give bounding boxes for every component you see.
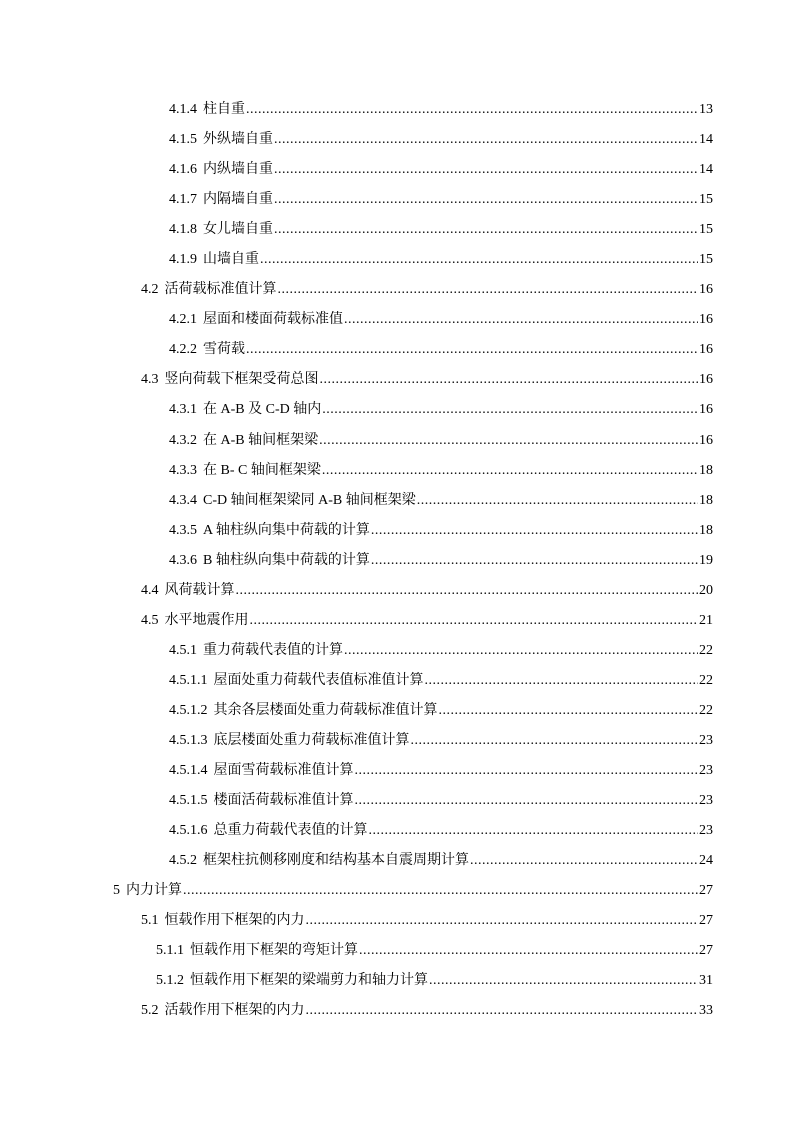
toc-section-title: 屋面雪荷载标准值计算 bbox=[213, 763, 354, 779]
toc-section-title: 在 B- C 轴间框架梁 bbox=[203, 462, 321, 478]
toc-dot-leader bbox=[425, 672, 699, 690]
toc-entry[interactable] bbox=[0, 847, 793, 877]
toc-page-number: 21 bbox=[699, 612, 713, 628]
toc-page-number: 22 bbox=[699, 642, 713, 658]
toc-entry-row bbox=[169, 522, 713, 540]
toc-section-number: 4.5.1.2 bbox=[169, 702, 208, 718]
toc-page-number: 16 bbox=[699, 312, 713, 328]
toc-entry-row bbox=[113, 882, 713, 900]
toc-entry-row bbox=[169, 432, 713, 450]
toc-section-title: 柱自重 bbox=[203, 102, 245, 117]
toc-entry[interactable] bbox=[0, 577, 793, 607]
toc-section-number: 5.1.1 bbox=[156, 943, 184, 959]
toc-dot-leader bbox=[260, 251, 698, 269]
toc-section-title: 内力计算 bbox=[126, 883, 182, 899]
toc-page-number: 23 bbox=[699, 732, 713, 748]
toc-dot-leader bbox=[355, 792, 699, 810]
toc-section-number: 4.3 bbox=[141, 372, 159, 388]
toc-dot-leader bbox=[371, 522, 698, 540]
toc-page-number: 16 bbox=[699, 372, 713, 388]
toc-entry-row bbox=[141, 612, 713, 630]
toc-dot-leader bbox=[274, 191, 698, 209]
toc-page-number: 14 bbox=[699, 162, 713, 178]
toc-section-number: 5.1.2 bbox=[156, 973, 184, 989]
toc-page-number: 18 bbox=[699, 492, 713, 508]
toc-section-title: B 轴柱纵向集中荷载的计算 bbox=[203, 552, 370, 568]
toc-entry-row bbox=[169, 191, 713, 209]
toc-section-title: 内纵墙自重 bbox=[203, 162, 273, 178]
toc-section-number: 4.3.3 bbox=[169, 462, 197, 478]
toc-dot-leader bbox=[250, 612, 699, 630]
toc-entry-row bbox=[169, 672, 713, 690]
toc-entry[interactable] bbox=[0, 937, 793, 967]
toc-entry-row bbox=[141, 912, 713, 930]
toc-entry[interactable] bbox=[0, 817, 793, 847]
toc-dot-leader bbox=[369, 822, 699, 840]
toc-entry[interactable] bbox=[0, 607, 793, 637]
toc-page-number: 14 bbox=[699, 132, 713, 148]
toc-entry-row bbox=[169, 462, 713, 480]
toc-section-number: 4.3.2 bbox=[169, 432, 197, 448]
toc-section-title: C-D 轴间框架梁同 A-B 轴间框架梁 bbox=[203, 492, 416, 508]
toc-entry[interactable] bbox=[0, 547, 793, 577]
toc-entry-row bbox=[169, 341, 713, 359]
toc-section-title: 总重力荷载代表值的计算 bbox=[213, 823, 368, 839]
toc-page-number: 16 bbox=[699, 282, 713, 298]
toc-section-title: A 轴柱纵向集中荷载的计算 bbox=[203, 522, 370, 538]
toc-dot-leader bbox=[429, 972, 698, 990]
toc-section-title: 恒载作用下框架的弯矩计算 bbox=[190, 943, 358, 959]
toc-page-number: 23 bbox=[699, 763, 713, 779]
toc-section-number: 4.2.2 bbox=[169, 342, 197, 358]
toc-entry[interactable] bbox=[0, 246, 793, 276]
toc-page-number: 31 bbox=[699, 973, 713, 989]
toc-page-number: 20 bbox=[699, 582, 713, 598]
toc-dot-leader bbox=[274, 161, 698, 179]
toc-section-number: 4.5.1.3 bbox=[169, 732, 208, 748]
toc-entry[interactable] bbox=[0, 306, 793, 336]
toc-entry[interactable] bbox=[0, 967, 793, 997]
toc-entry-row bbox=[169, 492, 713, 510]
toc-section-number: 4.5.1 bbox=[169, 642, 197, 658]
toc-section-title: 恒载作用下框架的内力 bbox=[164, 913, 305, 929]
toc-section-title: 在 A-B 轴间框架梁 bbox=[203, 432, 319, 448]
toc-section-number: 4.5.2 bbox=[169, 853, 197, 869]
toc-entry-row bbox=[169, 401, 713, 419]
toc-entry[interactable] bbox=[0, 877, 793, 907]
toc-page-number: 15 bbox=[699, 252, 713, 268]
toc-section-title: 框架柱抗侧移刚度和结构基本自震周期计算 bbox=[203, 853, 469, 869]
toc-section-number: 4.4 bbox=[141, 582, 159, 598]
toc-dot-leader bbox=[470, 852, 698, 870]
toc-entry-row bbox=[169, 251, 713, 269]
toc-entry[interactable] bbox=[0, 487, 793, 517]
toc-section-title: 雪荷载 bbox=[203, 342, 245, 358]
toc-entry-row bbox=[169, 161, 713, 179]
toc-dot-leader bbox=[274, 131, 698, 149]
toc-page-number: 15 bbox=[699, 222, 713, 238]
toc-page-number: 18 bbox=[699, 522, 713, 538]
toc-entry[interactable] bbox=[0, 727, 793, 757]
toc-entry[interactable] bbox=[0, 757, 793, 787]
toc-section-title: 风荷载计算 bbox=[164, 582, 235, 598]
toc-section-number: 4.3.1 bbox=[169, 402, 197, 418]
toc-entry-row bbox=[156, 972, 713, 990]
toc-section-number: 5 bbox=[113, 883, 120, 899]
toc-section-title: 女儿墙自重 bbox=[203, 222, 273, 238]
toc-dot-leader bbox=[355, 762, 699, 780]
toc-entry-row bbox=[169, 792, 713, 810]
toc-section-title: 活荷载标准值计算 bbox=[164, 282, 277, 298]
toc-dot-leader bbox=[344, 642, 698, 660]
toc-section-number: 5.1 bbox=[141, 913, 159, 929]
toc-section-title: 底层楼面处重力荷载标准值计算 bbox=[213, 732, 410, 748]
toc-entry[interactable] bbox=[0, 156, 793, 186]
toc-dot-leader bbox=[344, 311, 698, 329]
toc-entry[interactable] bbox=[0, 997, 793, 1027]
toc-page-number: 16 bbox=[699, 402, 713, 418]
toc-section-number: 4.3.4 bbox=[169, 492, 197, 508]
toc-entry-row bbox=[141, 1002, 713, 1020]
toc-section-number: 4.1.8 bbox=[169, 222, 197, 238]
toc-section-title: 活载作用下框架的内力 bbox=[164, 1003, 305, 1019]
toc-section-number: 4.5.1.6 bbox=[169, 823, 208, 839]
toc-entry-row bbox=[169, 642, 713, 660]
toc-page-number: 16 bbox=[699, 432, 713, 448]
toc-entry[interactable] bbox=[0, 667, 793, 697]
toc-entry-row bbox=[169, 221, 713, 239]
toc-section-number: 4.1.9 bbox=[169, 252, 197, 268]
toc-entry[interactable] bbox=[0, 216, 793, 246]
table-of-contents bbox=[0, 96, 793, 1027]
toc-page-number: 27 bbox=[699, 883, 713, 899]
toc-page-number: 27 bbox=[699, 943, 713, 959]
toc-section-title: 屋面和楼面荷载标准值 bbox=[203, 312, 343, 328]
toc-page-number: 24 bbox=[699, 853, 713, 869]
toc-page-number: 23 bbox=[699, 793, 713, 809]
toc-dot-leader bbox=[246, 101, 698, 119]
toc-dot-leader bbox=[274, 221, 698, 239]
toc-entry[interactable] bbox=[0, 907, 793, 937]
toc-entry-row bbox=[169, 552, 713, 570]
toc-dot-leader bbox=[278, 281, 699, 299]
toc-entry-row bbox=[169, 762, 713, 780]
toc-entry[interactable] bbox=[0, 517, 793, 547]
toc-dot-leader bbox=[322, 462, 698, 480]
toc-page-number: 22 bbox=[699, 702, 713, 718]
toc-entry-row bbox=[141, 582, 713, 600]
toc-page-number: 19 bbox=[699, 552, 713, 568]
toc-dot-leader bbox=[411, 732, 699, 750]
toc-page-number: 27 bbox=[699, 913, 713, 929]
toc-entry[interactable] bbox=[0, 96, 793, 126]
toc-section-title: 其余各层楼面处重力荷载标准值计算 bbox=[213, 702, 438, 718]
toc-entry-row bbox=[169, 101, 713, 119]
toc-section-number: 4.5.1.5 bbox=[169, 793, 208, 809]
toc-entry[interactable] bbox=[0, 697, 793, 727]
toc-entry[interactable] bbox=[0, 336, 793, 366]
toc-section-number: 4.2.1 bbox=[169, 312, 197, 328]
toc-entry[interactable] bbox=[0, 396, 793, 426]
toc-section-title: 山墙自重 bbox=[203, 252, 259, 268]
toc-section-number: 4.1.7 bbox=[169, 192, 197, 208]
toc-entry-row bbox=[169, 311, 713, 329]
toc-page-number: 22 bbox=[699, 672, 713, 688]
toc-entry-row bbox=[169, 822, 713, 840]
toc-entry-row bbox=[169, 702, 713, 720]
toc-page-number: 33 bbox=[699, 1003, 713, 1019]
toc-entry-row bbox=[169, 732, 713, 750]
toc-entry-row bbox=[169, 852, 713, 870]
toc-section-title: 重力荷载代表值的计算 bbox=[203, 642, 343, 658]
toc-page-number: 16 bbox=[699, 342, 713, 358]
toc-section-number: 4.5 bbox=[141, 612, 159, 628]
toc-dot-leader bbox=[322, 401, 698, 419]
toc-entry[interactable] bbox=[0, 126, 793, 156]
toc-dot-leader bbox=[246, 341, 698, 359]
toc-dot-leader bbox=[319, 432, 698, 450]
toc-section-title: 楼面活荷载标准值计算 bbox=[213, 793, 354, 809]
toc-section-number: 4.1.4 bbox=[169, 102, 197, 117]
toc-section-number: 4.5.1.4 bbox=[169, 763, 208, 779]
toc-section-number: 4.1.6 bbox=[169, 162, 197, 178]
toc-section-title: 恒载作用下框架的梁端剪力和轴力计算 bbox=[190, 973, 428, 989]
toc-section-number: 4.1.5 bbox=[169, 132, 197, 148]
toc-section-number: 4.3.5 bbox=[169, 522, 197, 538]
toc-entry[interactable] bbox=[0, 637, 793, 667]
toc-section-title: 屋面处重力荷载代表值标准值计算 bbox=[213, 672, 424, 688]
toc-page-number: 15 bbox=[699, 192, 713, 208]
toc-entry-row bbox=[141, 371, 713, 389]
toc-entry-row bbox=[141, 281, 713, 299]
toc-dot-leader bbox=[306, 1002, 699, 1020]
toc-section-title: 竖向荷载下框架受荷总图 bbox=[164, 372, 319, 388]
toc-page-number: 18 bbox=[699, 462, 713, 478]
toc-entry[interactable] bbox=[0, 276, 793, 306]
toc-entry-row bbox=[156, 942, 713, 960]
toc-section-number: 5.2 bbox=[141, 1003, 159, 1019]
toc-section-number: 4.3.6 bbox=[169, 552, 197, 568]
toc-section-title: 内隔墙自重 bbox=[203, 192, 273, 208]
toc-entry[interactable] bbox=[0, 186, 793, 216]
toc-entry[interactable] bbox=[0, 366, 793, 396]
toc-entry[interactable] bbox=[0, 427, 793, 457]
toc-section-number: 4.5.1.1 bbox=[169, 672, 208, 688]
toc-dot-leader bbox=[320, 371, 699, 389]
toc-page-number: 13 bbox=[699, 102, 713, 117]
toc-dot-leader bbox=[183, 882, 698, 900]
toc-dot-leader bbox=[236, 582, 699, 600]
toc-dot-leader bbox=[371, 552, 698, 570]
toc-section-title: 水平地震作用 bbox=[164, 612, 249, 628]
toc-dot-leader bbox=[417, 492, 698, 510]
toc-dot-leader bbox=[439, 702, 699, 720]
toc-section-number: 4.2 bbox=[141, 282, 159, 298]
toc-page-number: 23 bbox=[699, 823, 713, 839]
toc-section-title: 外纵墙自重 bbox=[203, 132, 273, 148]
toc-dot-leader bbox=[359, 942, 698, 960]
toc-entry-row bbox=[169, 131, 713, 149]
toc-entry[interactable] bbox=[0, 457, 793, 487]
toc-entry[interactable] bbox=[0, 787, 793, 817]
toc-dot-leader bbox=[306, 912, 699, 930]
toc-section-title: 在 A-B 及 C-D 轴内 bbox=[203, 402, 322, 418]
